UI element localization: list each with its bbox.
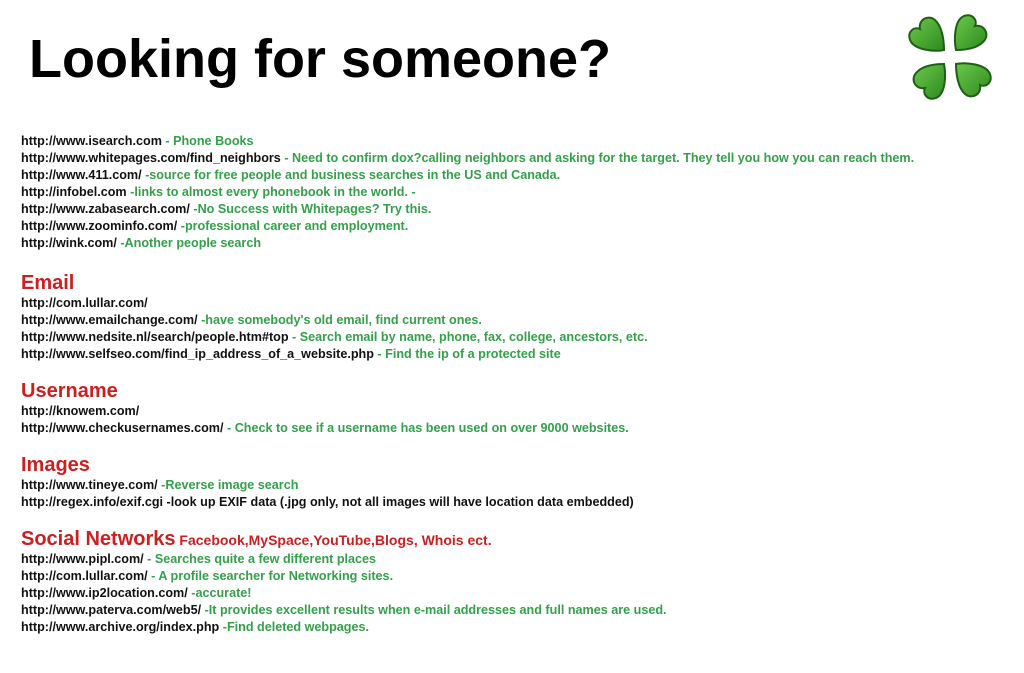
section-heading-subtitle: Facebook,MySpace,YouTube,Blogs, Whois ect. bbox=[175, 532, 492, 548]
four-leaf-clover-icon bbox=[904, 10, 996, 104]
section-heading-images: Images bbox=[21, 454, 90, 476]
list-item bbox=[21, 346, 1021, 363]
link-url[interactable]: http://www.411.com/ bbox=[21, 168, 142, 182]
list-item bbox=[21, 602, 1021, 619]
list-item bbox=[21, 477, 1021, 494]
list-item bbox=[21, 218, 1021, 235]
link-description: -No Success with Whitepages? Try this. bbox=[189, 202, 432, 216]
link-url[interactable]: http://knowem.com/ bbox=[21, 404, 140, 418]
section-heading-username: Username bbox=[21, 380, 118, 402]
link-description: -have somebody's old email, find current ones. bbox=[197, 313, 482, 327]
list-item bbox=[21, 494, 1021, 511]
link-description: -Reverse image search bbox=[157, 478, 299, 492]
link-url[interactable]: http://www.selfseo.com/find_ip_address_of_a_website.php bbox=[21, 347, 374, 361]
section-heading-title: Social Networks bbox=[21, 528, 176, 550]
list-item bbox=[21, 585, 1021, 602]
link-url[interactable]: http://www.emailchange.com/ bbox=[21, 313, 198, 327]
images-section bbox=[21, 453, 1021, 511]
list-item bbox=[21, 133, 1021, 150]
link-url[interactable]: http://www.zoominfo.com/ bbox=[21, 219, 178, 233]
link-description: - Phone Books bbox=[161, 134, 254, 148]
section-heading-email: Email bbox=[21, 272, 75, 294]
link-description: - A profile searcher for Networking sites. bbox=[147, 569, 394, 583]
list-item bbox=[21, 201, 1021, 218]
link-url[interactable]: http://www.nedsite.nl/search/people.htm#top bbox=[21, 330, 289, 344]
link-description: -look up EXIF data (.jpg only, not all images will have location data embedded) bbox=[163, 495, 634, 509]
link-description: -Another people search bbox=[116, 236, 262, 250]
link-description: -links to almost every phonebook in the world. - bbox=[126, 185, 416, 199]
link-url[interactable]: http://wink.com/ bbox=[21, 236, 117, 250]
link-url[interactable]: http://www.zabasearch.com/ bbox=[21, 202, 190, 216]
link-url[interactable]: http://www.pipl.com/ bbox=[21, 552, 144, 566]
link-url[interactable]: http://www.paterva.com/web5/ bbox=[21, 603, 202, 617]
link-description: - Find the ip of a protected site bbox=[373, 347, 561, 361]
link-url[interactable]: http://www.archive.org/index.php bbox=[21, 620, 220, 634]
list-item bbox=[21, 420, 1021, 437]
page-title: Looking for someone? bbox=[29, 29, 612, 89]
link-description: -Find deleted webpages. bbox=[219, 620, 369, 634]
link-url[interactable]: http://www.checkusernames.com/ bbox=[21, 421, 224, 435]
social-networks-section bbox=[21, 527, 1021, 636]
link-url[interactable]: http://com.lullar.com/ bbox=[21, 296, 148, 310]
link-list bbox=[21, 133, 1021, 636]
link-url[interactable]: http://www.whitepages.com/find_neighbors bbox=[21, 151, 281, 165]
list-item bbox=[21, 235, 1021, 252]
list-item bbox=[21, 150, 1021, 167]
link-url[interactable]: http://www.tineye.com/ bbox=[21, 478, 158, 492]
section-heading-social-networks bbox=[21, 527, 1021, 551]
email-section bbox=[21, 271, 1021, 363]
people-section bbox=[21, 133, 1021, 252]
link-url[interactable]: http://regex.info/exif.cgi bbox=[21, 495, 164, 509]
list-item bbox=[21, 295, 1021, 312]
list-item bbox=[21, 312, 1021, 329]
list-item bbox=[21, 329, 1021, 346]
link-description: - Search email by name, phone, fax, college, ancestors, etc. bbox=[288, 330, 648, 344]
link-description: -professional career and employment. bbox=[177, 219, 409, 233]
list-item bbox=[21, 167, 1021, 184]
link-description: -accurate! bbox=[187, 586, 252, 600]
link-url[interactable]: http://com.lullar.com/ bbox=[21, 569, 148, 583]
link-url[interactable]: http://www.ip2location.com/ bbox=[21, 586, 188, 600]
list-item bbox=[21, 568, 1021, 585]
link-url[interactable]: http://infobel.com bbox=[21, 185, 127, 199]
link-description: - Check to see if a username has been used on over 9000 websites. bbox=[223, 421, 629, 435]
link-description: -source for free people and business searches in the US and Canada. bbox=[141, 168, 561, 182]
link-description: - Need to confirm dox?calling neighbors and asking for the target. They tell you how you can reach them. bbox=[280, 151, 915, 165]
link-description: - Searches quite a few different places bbox=[143, 552, 377, 566]
link-description: -It provides excellent results when e-mail addresses and full names are used. bbox=[201, 603, 667, 617]
username-section bbox=[21, 379, 1021, 437]
list-item bbox=[21, 184, 1021, 201]
list-item bbox=[21, 619, 1021, 636]
link-url[interactable]: http://www.isearch.com bbox=[21, 134, 162, 148]
list-item bbox=[21, 403, 1021, 420]
list-item bbox=[21, 551, 1021, 568]
